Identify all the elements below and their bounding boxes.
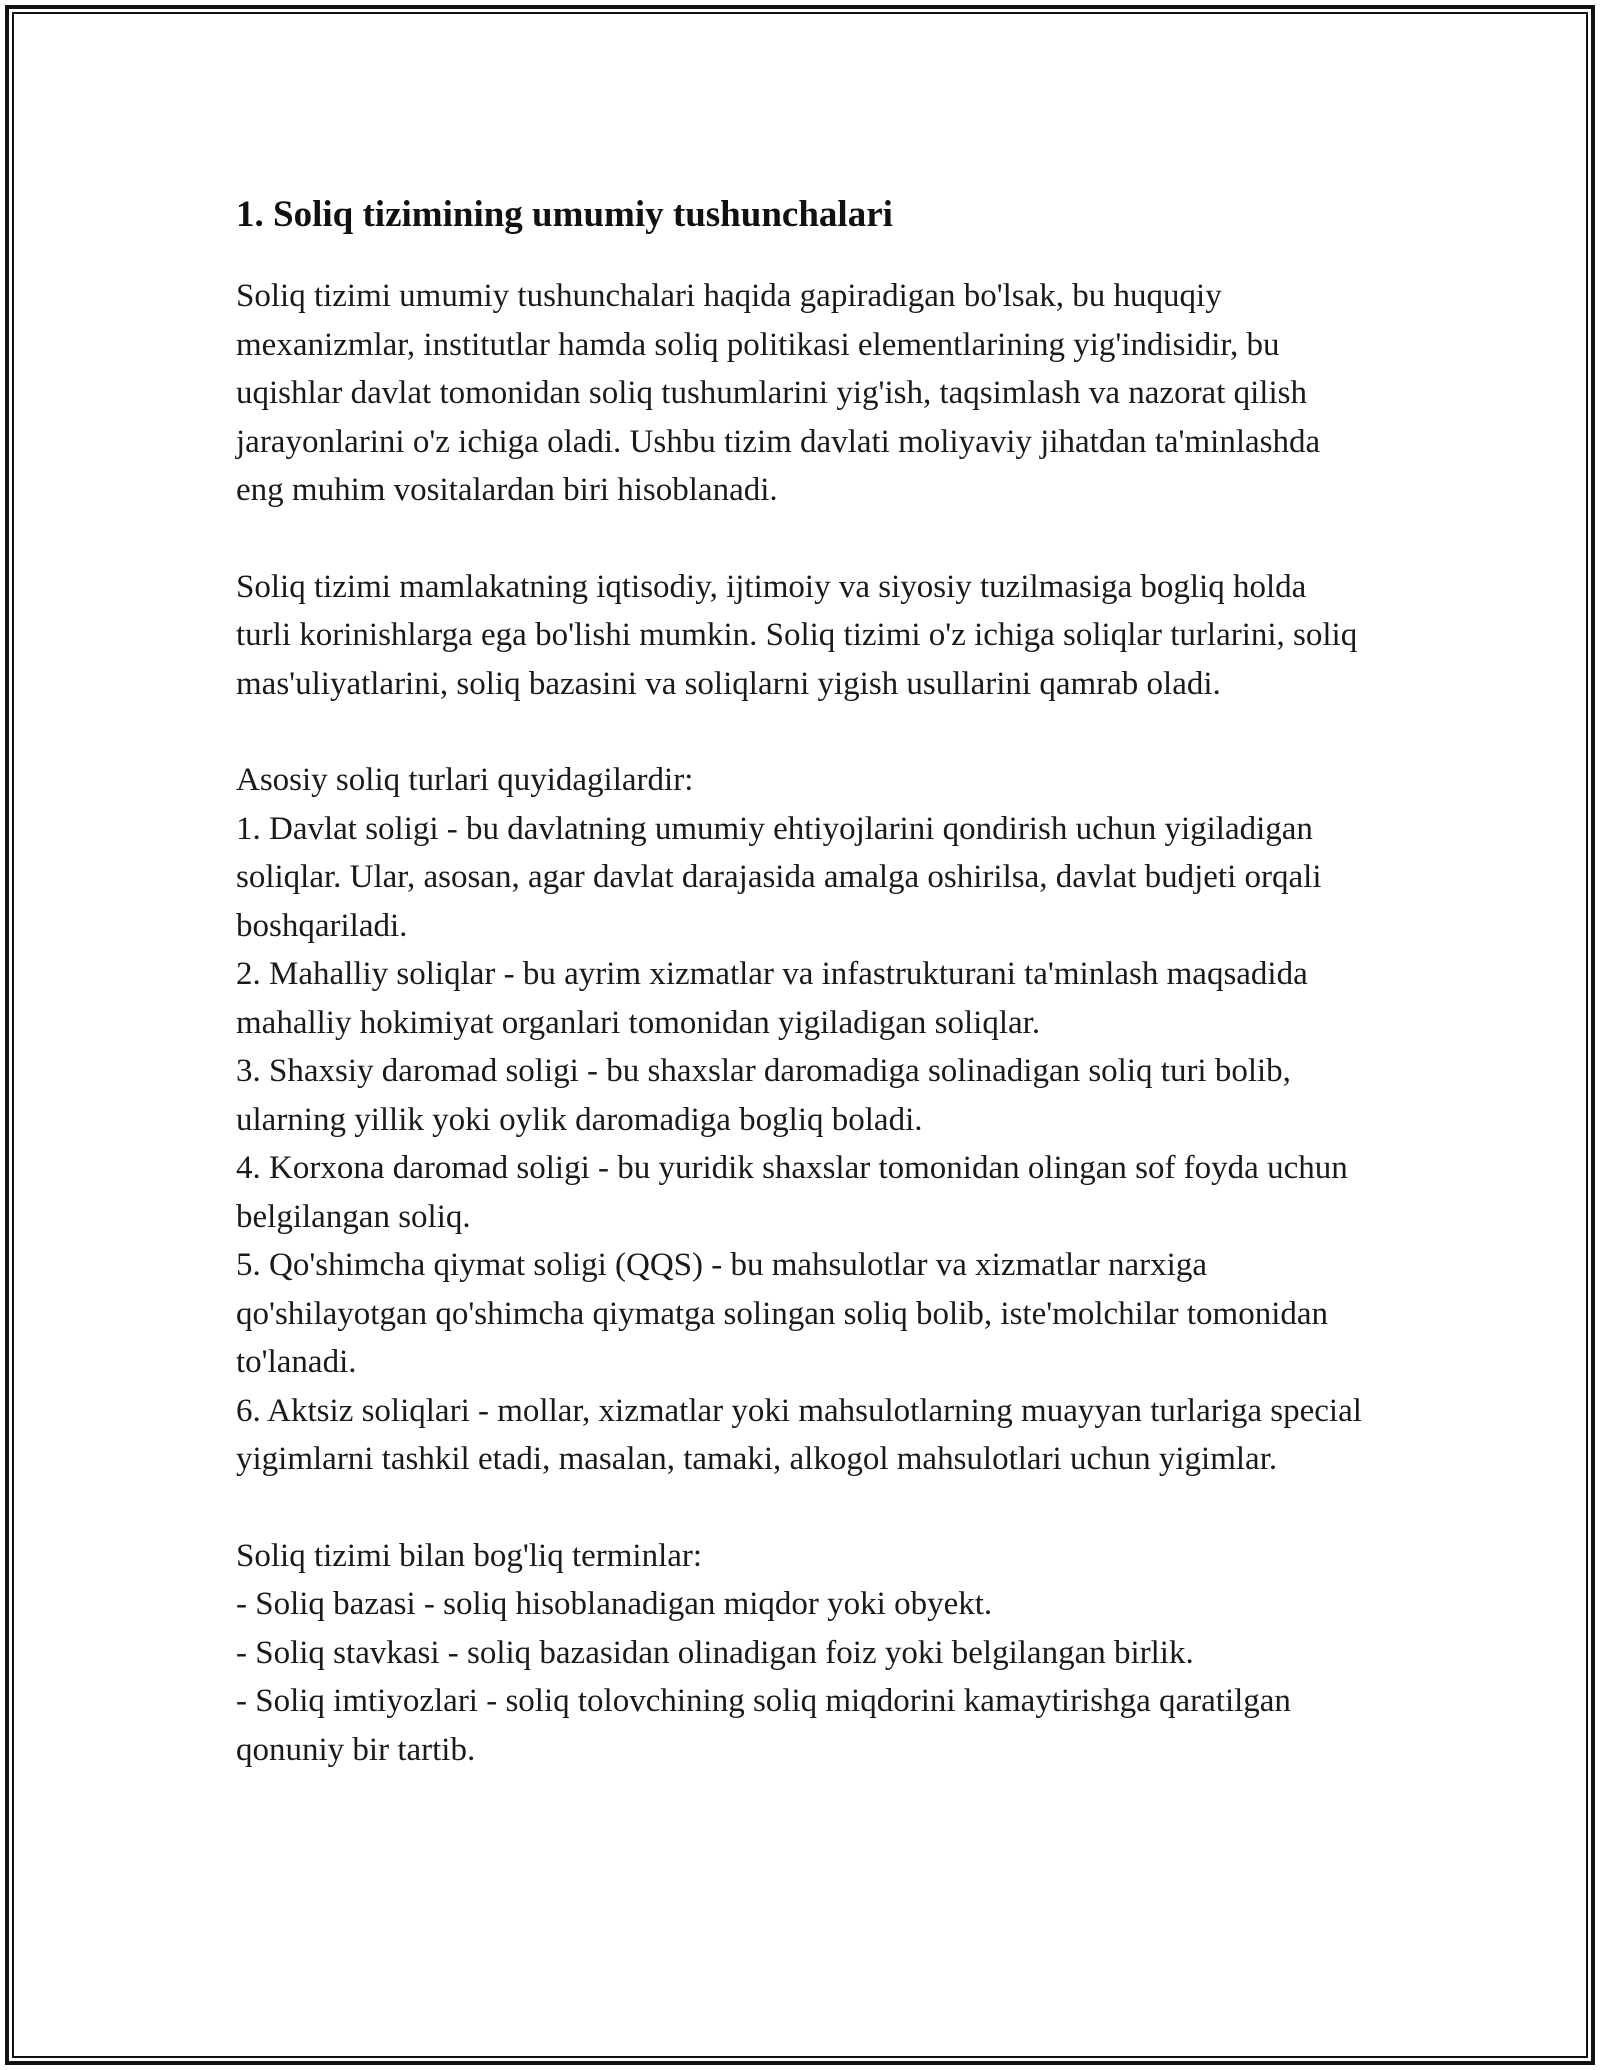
- terms-section: [236, 1532, 1366, 1775]
- document-body: [236, 188, 1366, 1822]
- tax-type-item: 2. Mahalliy soliqlar - bu ayrim xizmatlar va infastrukturani ta'minlash maqsadida mahalliy hokimiyat organlari tomonidan yigiladigan soliqlar.: [236, 956, 1308, 1041]
- tax-types-intro: Asosiy soliq turlari quyidagilardir:: [236, 762, 694, 798]
- tax-type-item: 6. Aktsiz soliqlari - mollar, xizmatlar yoki mahsulotlarning muayyan turlariga special yigimlarni tashkil etadi, masalan, tamaki, alkogol mahsulotlari uchun yigimlar.: [236, 1392, 1362, 1477]
- terms-intro: Soliq tizimi bilan bog'liq terminlar:: [236, 1537, 703, 1574]
- tax-type-item: 1. Davlat soligi - bu davlatning umumiy ehtiyojlarini qondirish uchun yigiladigan soliqlar. Ular, asosan, agar davlat darajasida amalga oshirilsa, davlat budjeti orqali boshqariladi.: [236, 810, 1322, 944]
- term-item: - Soliq bazasi - soliq hisoblanadigan miqdor yoki obyekt.: [236, 1586, 993, 1622]
- term-item: - Soliq imtiyozlari - soliq tolovchining soliq miqdorini kamaytirishga qaratilgan qonuniy bir tartib.: [236, 1683, 1291, 1768]
- tax-type-item: 5. Qo'shimcha qiymat soligi (QQS) - bu mahsulotlar va xizmatlar narxiga qo'shilayotgan qo'shimcha qiymatga solingan soliq bolib, iste'molchilar tomonidan to'lanadi.: [236, 1247, 1329, 1380]
- system-description-paragraph: Soliq tizimi mamlakatning iqtisodiy, ijtimoiy va siyosiy tuzilmasiga bogliq holda turli korinishlarga ega bo'lishi mumkin. Soliq tizimi o'z ichiga soliqlar turlarini, soliq mas'uliyatlarini, soliq bazasini va soliqlarni yigish usullarini qamrab oladi.: [236, 568, 1358, 702]
- tax-type-item: 3. Shaxsiy daromad soligi - bu shaxslar daromadiga solinadigan soliq turi bolib, ularning yillik yoki oylik daromadiga bogliq boladi.: [236, 1053, 1291, 1138]
- tax-type-item: 4. Korxona daromad soligi - bu yuridik shaxslar tomonidan olingan sof foyda uchun belgilangan soliq.: [236, 1150, 1348, 1235]
- term-item: - Soliq stavkasi - soliq bazasidan olinadigan foiz yoki belgilangan birlik.: [236, 1634, 1194, 1671]
- tax-types-section: [236, 756, 1366, 1484]
- section-title: 1. Soliq tizimining umumiy tushunchalari: [236, 194, 893, 235]
- intro-paragraph: Soliq tizimi umumiy tushunchalari haqida gapiradigan bo'lsak, bu huquqiy mexanizmlar, institutlar hamda soliq politikasi elementlarining yig'indisidir, bu uqishlar davlat tomonidan soliq tushumlarini yig'ish, taqsimlash va nazorat qilish jarayonlarini o'z ichiga oladi. Ushbu tizim davlati moliyaviy jihatdan ta'minlashda eng muhim vositalardan biri hisoblanadi.: [236, 278, 1321, 508]
